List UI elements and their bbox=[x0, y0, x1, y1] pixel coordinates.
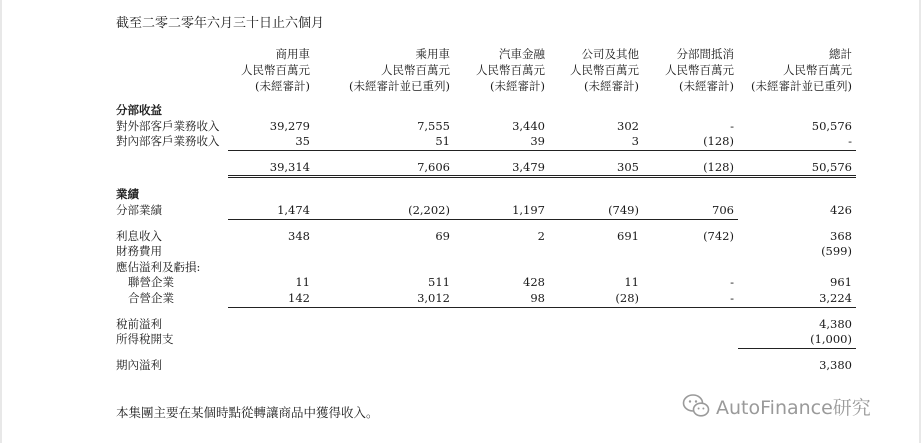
cell: 69 bbox=[435, 228, 450, 243]
row-label: 對外部客戶業務收入 bbox=[116, 118, 220, 133]
cell: (599) bbox=[821, 244, 852, 259]
table-row bbox=[116, 244, 856, 260]
table-row bbox=[116, 119, 856, 135]
cell: 426 bbox=[830, 203, 852, 218]
footnote: 本集團主要在某個時點從轉讓商品中獲得收入。 bbox=[116, 405, 379, 420]
cell: 1,474 bbox=[228, 203, 314, 219]
page-heading: 截至二零二零年六月三十日止六個月 bbox=[116, 16, 325, 31]
section-label: 業績 bbox=[116, 187, 139, 202]
cell: (28) bbox=[549, 291, 643, 307]
cell: 1,197 bbox=[454, 203, 549, 219]
col-header-corporate-other: 公司及其他 人民幣百萬元 (未經審計) bbox=[570, 47, 639, 93]
row-label: 應佔溢利及虧損: bbox=[116, 259, 201, 274]
cell: 706 bbox=[643, 203, 738, 219]
col-header-total: 總計 人民幣百萬元 (未經審計並已重列) bbox=[751, 47, 852, 93]
cell: 511 bbox=[428, 275, 450, 290]
cell: 428 bbox=[523, 275, 545, 290]
cell: 50,576 bbox=[738, 160, 856, 177]
header-row bbox=[116, 46, 856, 94]
cell: 4,380 bbox=[819, 316, 852, 331]
cell: 691 bbox=[617, 228, 639, 243]
col-header-auto-finance: 汽車金融 人民幣百萬元 (未經審計) bbox=[476, 47, 545, 93]
cell: 305 bbox=[549, 160, 643, 177]
table-row bbox=[116, 317, 856, 333]
cell: 11 bbox=[295, 275, 310, 290]
table-row bbox=[116, 358, 856, 374]
col-header-elimination: 分部間抵消 人民幣百萬元 (未經審計) bbox=[665, 47, 734, 93]
cell: 3,380 bbox=[819, 357, 852, 372]
table-row bbox=[116, 134, 856, 150]
cell: - bbox=[738, 134, 856, 150]
cell: 39,314 bbox=[228, 160, 314, 177]
table-row-total bbox=[116, 160, 856, 177]
cell: (749) bbox=[549, 203, 643, 219]
cell: 142 bbox=[228, 291, 314, 307]
section-row-revenue bbox=[116, 103, 856, 119]
cell: 39,279 bbox=[269, 118, 310, 133]
section-row-results bbox=[116, 187, 856, 203]
cell: (2,202) bbox=[314, 203, 454, 219]
cell: (128) bbox=[643, 134, 738, 150]
table-row bbox=[116, 275, 856, 291]
cell: 3,224 bbox=[738, 291, 856, 307]
cell: - bbox=[643, 291, 738, 307]
row-label: 財務費用 bbox=[116, 244, 162, 259]
cell: 348 bbox=[288, 228, 310, 243]
section-label: 分部收益 bbox=[116, 103, 162, 117]
cell: - bbox=[730, 275, 734, 290]
row-label: 聯營企業 bbox=[128, 275, 174, 290]
cell: 51 bbox=[314, 134, 454, 150]
row-label: 期內溢利 bbox=[116, 357, 162, 372]
cell: 35 bbox=[228, 134, 314, 150]
watermark bbox=[682, 389, 912, 423]
cell: 11 bbox=[624, 275, 639, 290]
row-label: 分部業績 bbox=[116, 203, 162, 218]
cell: (128) bbox=[643, 160, 738, 177]
cell: 2 bbox=[537, 228, 545, 243]
cell: 39 bbox=[454, 134, 549, 150]
left-page-edge bbox=[0, 0, 2, 443]
table-row bbox=[116, 260, 856, 276]
row-label: 所得稅開支 bbox=[116, 332, 174, 347]
col-header-commercial: 商用車 人民幣百萬元 (未經審計) bbox=[241, 47, 310, 93]
cell: 7,555 bbox=[417, 118, 450, 133]
table-row bbox=[116, 332, 856, 348]
cell: - bbox=[730, 118, 734, 133]
table-row bbox=[116, 291, 856, 307]
cell: 961 bbox=[830, 275, 852, 290]
row-label bbox=[116, 160, 228, 177]
cell: 3,479 bbox=[454, 160, 549, 177]
cell: 98 bbox=[454, 291, 549, 307]
segment-table-wrapper bbox=[116, 46, 856, 373]
table-row bbox=[116, 229, 856, 245]
cell: 3,012 bbox=[314, 291, 454, 307]
watermark-text: AutoFinance研究 bbox=[716, 396, 871, 419]
cell: 368 bbox=[830, 228, 852, 243]
wechat-icon bbox=[682, 393, 710, 419]
row-label: 稅前溢利 bbox=[116, 316, 162, 331]
cell: 50,576 bbox=[811, 118, 852, 133]
row-label: 利息收入 bbox=[116, 228, 162, 243]
cell: 302 bbox=[617, 118, 639, 133]
row-label: 合營企業 bbox=[128, 291, 174, 306]
cell: 3 bbox=[549, 134, 643, 150]
row-label: 對內部客戶業務收入 bbox=[116, 134, 220, 149]
cell: (742) bbox=[703, 228, 734, 243]
cell: 7,606 bbox=[314, 160, 454, 177]
col-header-passenger: 乘用車 人民幣百萬元 (未經審計並已重列) bbox=[349, 47, 450, 93]
table-row bbox=[116, 203, 856, 219]
segment-table bbox=[116, 46, 856, 373]
cell: (1,000) bbox=[738, 332, 856, 348]
cell: 3,440 bbox=[512, 118, 545, 133]
